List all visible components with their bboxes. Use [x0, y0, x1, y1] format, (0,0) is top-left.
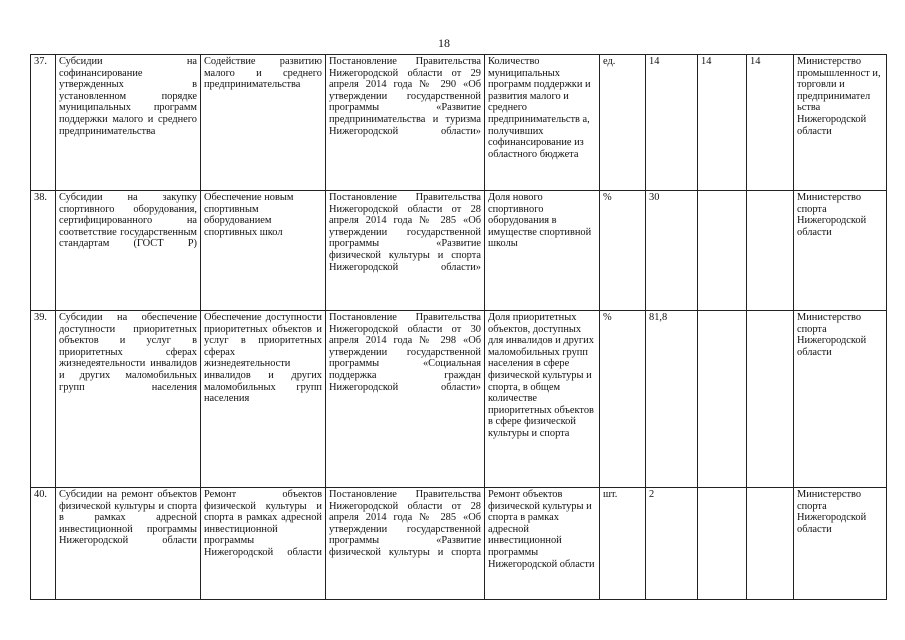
- unit-cell: шт.: [600, 488, 646, 600]
- value-cell-3: [747, 191, 794, 311]
- value-cell-1: 81,8: [646, 311, 698, 488]
- table-row: [31, 311, 887, 488]
- resolution-cell: Постановление Правительства Нижегородской области от 28 апреля 2014 года № 285 «Об утверждении государственной программы «Развитие физической культуры и спорта: [326, 488, 485, 600]
- subsidy-name-cell: Субсидии на софинансирование утвержденных в установленном порядке муниципальных программ поддержки малого и среднего предпринимательства: [56, 55, 201, 191]
- value-cell-1: 14: [646, 55, 698, 191]
- indicator-cell: Ремонт объектов физической культуры и спорта в рамках адресной инвестиционной программы Нижегородской области: [485, 488, 600, 600]
- subsidy-table: [30, 54, 887, 600]
- resolution-cell: Постановление Правительства Нижегородской области от 29 апреля 2014 года № 290 «Об утверждении государственной программы «Развитие предпринимательства и туризма Нижегородской области»: [326, 55, 485, 191]
- subsidy-name-cell: Субсидии на ремонт объектов физической культуры и спорта в рамках адресной инвестиционной программы Нижегородской области: [56, 488, 201, 600]
- goal-cell: Содействие развитию малого и среднего предпринимательства: [201, 55, 326, 191]
- unit-cell: ед.: [600, 55, 646, 191]
- row-number: 37.: [31, 55, 56, 191]
- goal-cell: Ремонт объектов физической культуры и спорта в рамках адресной инвестиционной программы Нижегородской области: [201, 488, 326, 600]
- row-number: 38.: [31, 191, 56, 311]
- unit-cell: %: [600, 311, 646, 488]
- value-cell-3: [747, 311, 794, 488]
- value-cell-3: [747, 488, 794, 600]
- row-number: 39.: [31, 311, 56, 488]
- resolution-cell: Постановление Правительства Нижегородской области от 28 апреля 2014 года № 285 «Об утверждении государственной программы «Развитие физической культуры и спорта Нижегородской области»: [326, 191, 485, 311]
- table-row: [31, 488, 887, 600]
- table-row: [31, 55, 887, 191]
- ministry-cell: Министерство спорта Нижегородской области: [794, 311, 887, 488]
- resolution-cell: Постановление Правительства Нижегородской области от 30 апреля 2014 года № 298 «Об утверждении государственной программы «Социальная поддержка граждан Нижегородской области»: [326, 311, 485, 488]
- value-cell-1: 2: [646, 488, 698, 600]
- ministry-cell: Министерство промышленност и, торговли и предпринимател ьства Нижегородской области: [794, 55, 887, 191]
- value-cell-2: [698, 488, 747, 600]
- row-number: 40.: [31, 488, 56, 600]
- indicator-cell: Количество муниципальных программ поддержки и развития малого и среднего предпринимательств а, получивших софинансирование из областного бюджета: [485, 55, 600, 191]
- goal-cell: Обеспечение новым спортивным оборудованием спортивных школ: [201, 191, 326, 311]
- ministry-cell: Министерство спорта Нижегородской области: [794, 191, 887, 311]
- page-number: 18: [438, 36, 450, 50]
- value-cell-2: 14: [698, 55, 747, 191]
- table-row: [31, 191, 887, 311]
- indicator-cell: Доля нового спортивного оборудования в имуществе спортивной школы: [485, 191, 600, 311]
- value-cell-2: [698, 311, 747, 488]
- indicator-cell: Доля приоритетных объектов, доступных для инвалидов и других маломобильных групп населения в сфере физической культуры и спорта, в общем количестве приоритетных объектов в сфере физической культуры и спорта: [485, 311, 600, 488]
- ministry-cell: Министерство спорта Нижегородской области: [794, 488, 887, 600]
- value-cell-1: 30: [646, 191, 698, 311]
- unit-cell: %: [600, 191, 646, 311]
- subsidy-name-cell: Субсидии на обеспечение доступности приоритетных объектов и услуг в приоритетных сферах жизнедеятельности инвалидов и других маломобильных групп населения: [56, 311, 201, 488]
- goal-cell: Обеспечение доступности приоритетных объектов и услуг в приоритетных сферах жизнедеятельности инвалидов и других маломобильных групп населения: [201, 311, 326, 488]
- value-cell-2: [698, 191, 747, 311]
- subsidy-name-cell: Субсидии на закупку спортивного оборудования, сертифицированного на соответствие государственным стандартам (ГОСТ Р): [56, 191, 201, 311]
- value-cell-3: 14: [747, 55, 794, 191]
